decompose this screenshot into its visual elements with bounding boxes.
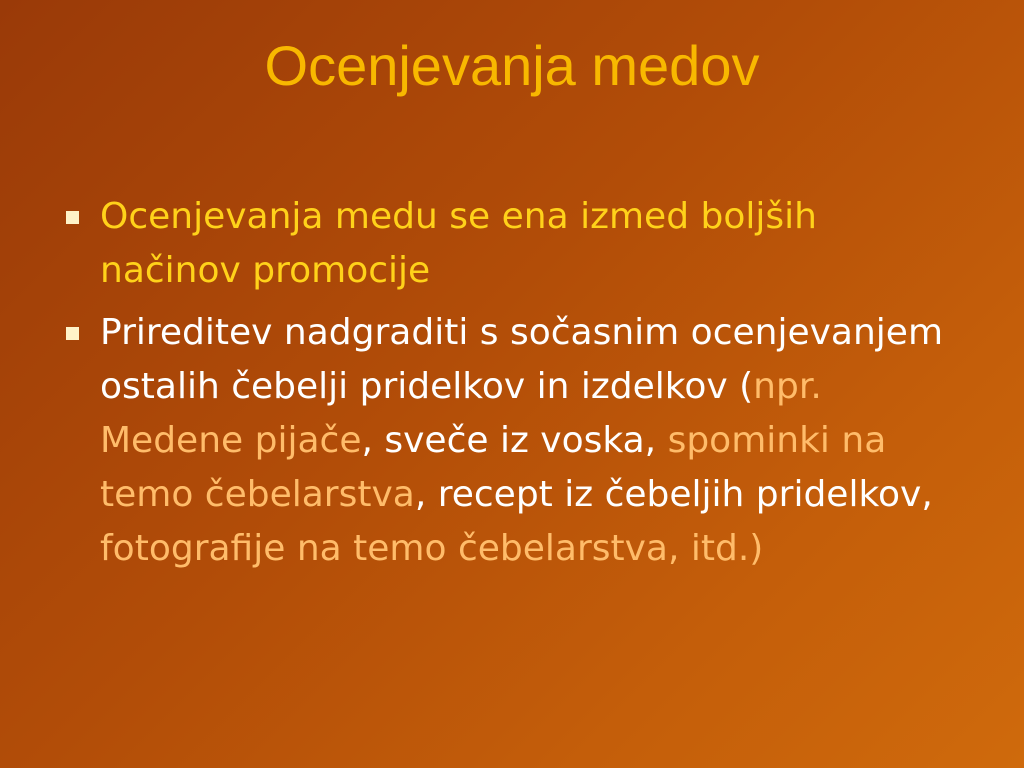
bullet-text-highlight: spominki na temo čebelarstva <box>100 420 887 515</box>
bullet-text-run: Prireditev nadgraditi s sočasnim ocenjevanjem ostalih čebelji pridelkov in izdelkov ( <box>100 312 944 407</box>
square-bullet-icon <box>66 211 79 224</box>
bullet-text: Ocenjevanja medu se ena izmed boljših načinov promocije <box>100 196 817 291</box>
bullet-text-run: , sveče iz voska, <box>361 420 668 461</box>
bullet-text-run: , recept iz čebeljih pridelkov, <box>414 474 933 515</box>
bullet-item-2 <box>62 306 962 576</box>
square-bullet-icon <box>66 327 79 340</box>
bullet-list <box>62 190 962 584</box>
bullet-text-highlight: fotografije na temo čebelarstva, itd.) <box>100 528 764 569</box>
bullet-item-1 <box>62 190 962 298</box>
bullet-text-highlight: npr. Medene pijače <box>100 366 822 461</box>
slide-title: Ocenjevanja medov <box>264 34 760 97</box>
